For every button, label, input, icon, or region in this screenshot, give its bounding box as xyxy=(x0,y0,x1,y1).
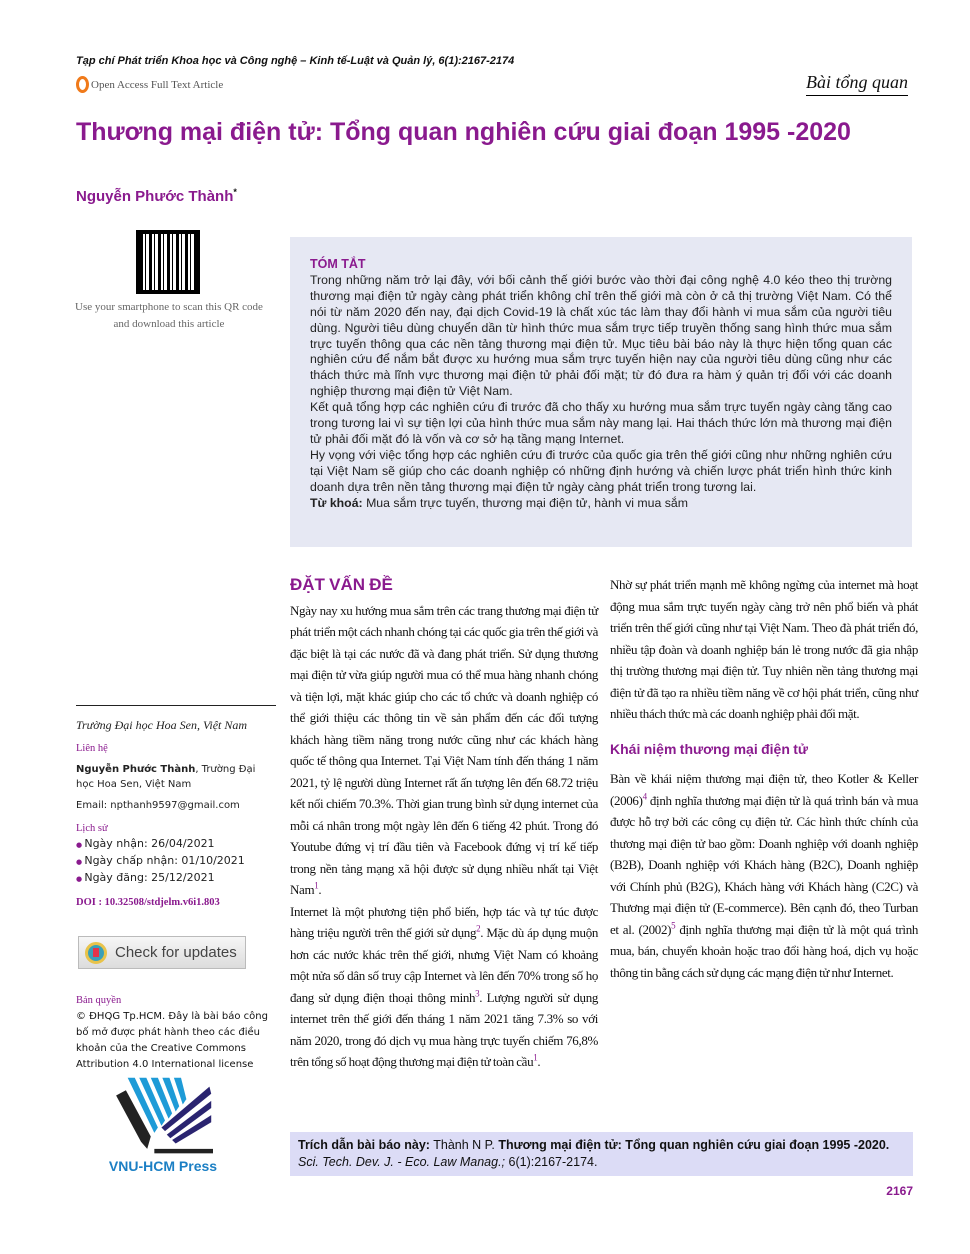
pencil-icon xyxy=(116,1090,151,1149)
reference-link[interactable]: 4 xyxy=(642,791,647,802)
paragraph-text: . Mặc dù áp dụng muộn hơn các nước khác trên thế giới, nhưng Việt Nam có khoảng một nửa số dân số truy cập Internet và lên đến 70% trong số họ đang sử dụng điện thoại thông minh xyxy=(290,925,598,1005)
abstract-paragraph: Kết quả tổng hợp các nghiên cứu đi trước đã cho thấy xu hướng mua sắm trực tuyến ngày càng tăng cao trong tương lai vì sự tiện lợi của hình thức mua sắm này mang lại. Hai thách thức lớn mà thương mại điện tử phải đối mặt đó là vốn và cơ sở hạ tầng mạng Internet. xyxy=(310,400,892,446)
copyright-text: © ĐHQG Tp.HCM. Đây là bài báo công bố mở được phát hành theo các điều khoản của the Creative Commons Attribution 4.0 International license xyxy=(76,1011,268,1070)
citation-volume: 6(1):2167-2174. xyxy=(505,1155,598,1169)
vnu-hcm-press-logo xyxy=(105,1076,225,1156)
paragraph-text: định nghĩa thương mại điện tử là một quá trình mua, bán, chuyển khoản hoặc trao đổi hàng hoá, dịch vụ hoặc thông tin bằng cách sử dụng các mạng điện tử như Internet. xyxy=(610,921,918,980)
left-column xyxy=(290,574,598,1073)
doi-link[interactable]: 10.32508/stdjelm.v6i1.803 xyxy=(104,897,220,908)
divider xyxy=(76,705,276,706)
reference-link[interactable]: 1 xyxy=(533,1052,538,1063)
abstract-box xyxy=(290,237,912,547)
author xyxy=(76,188,237,205)
history-item: ● Ngày chấp nhận: 01/10/2021 xyxy=(76,853,276,870)
paragraph-text: định nghĩa thương mại điện tử là quá trình bán và mua được hỗ trợ bởi các công cụ điện tử. Các hình thức chính của thương mại điện tử bao gồm: Doanh nghiệp với doanh nghiệp (B2B), Doanh nghiệp với Khách hàng (B2C), Doanh nghiệp với Chính phủ (B2G), Khách hàng với Khách hàng (C2C) và Thương mại điện tử (E-commerce). Bên cạnh đó, theo Turban et al. (2002) xyxy=(610,792,918,937)
qr-code[interactable] xyxy=(136,230,200,294)
check-for-updates-label: Check for updates xyxy=(115,944,237,961)
article-type: Bài tổng quan xyxy=(806,72,908,96)
right-column xyxy=(610,574,918,983)
page-title: Thương mại điện tử: Tổng quan nghiên cứu giai đoạn 1995 -2020 xyxy=(76,118,851,146)
keywords-label: Từ khoá: xyxy=(310,495,363,510)
history-item: ● Ngày đăng: 25/12/2021 xyxy=(76,870,276,887)
section-heading: ĐẶT VẤN ĐỀ xyxy=(290,575,393,594)
reference-link[interactable]: 5 xyxy=(671,920,676,931)
copyright-heading: Bản quyền xyxy=(76,995,122,1006)
paragraph-text: . Lượng người sử dụng internet trên thế giới đến tháng 1 năm 2021 tăng 7.3% so với năm 2020, trong đó dịch vụ mua hàng trực tuyến chiếm 76,8% trên tổng số hoạt động thương mại điện tử toàn cầu xyxy=(290,989,598,1069)
reference-link[interactable]: 3 xyxy=(475,988,480,999)
copyright xyxy=(76,985,276,1073)
body-paragraph: Nhờ sự phát triển mạnh mẽ không ngừng của internet mà hoạt động mua sắm trực tuyến ngày càng trở nên phổ biến và phát triển trên thế giới cũng như tại Việt Nam. Theo đà phát triển đó, nhiều tập đoàn và doanh nghiệp bán lẻ trong nước đã gia nhập thị trường thương mại điện tử. Tuy nhiên nền tảng thương mại điện tử đã tạo ra nhiều tiềm năng về cơ hội phát triển, cũng như nhiều thách thức mà các doanh nghiệp phải đối mặt. xyxy=(610,577,918,721)
contact-info xyxy=(76,762,276,792)
contact-heading: Liên hệ xyxy=(76,743,108,754)
body-paragraph: Internet là một phương tiện phổ biến, hợp tác và tự túc được hàng triệu người trên thế giới sử dụng$^2$. Mặc dù áp dụng muộn hơn các nước khác trên thế giới, nhưng Việt Nam có khoảng một nửa số dân số truy cập Internet và lên đến 70% trong số họ đang sử dụng điện thoại thông minh$^3$. Lượng người sử dụng internet trên thế giới đến tháng 1 năm 2021 tăng 7.3% so với năm 2020, trong đó dịch vụ mua hàng trực tuyến chiếm 76,8% trên tổng số hoạt động thương mại điện tử toàn cầu$^1$. xyxy=(290,903,598,1069)
body-paragraph: Ngày nay xu hướng mua sắm trên các trang thương mại điện tử phát triển một cách nhanh chóng tại các quốc gia trên thế giới và đặc biệt là tại các nước đã và đang phát triển. Sử dụng thương mại điện tử vừa giúp người mua có thể mua hàng nhanh chóng và tiện lợi, mặt khác giúp cho các tổ chức và doanh nghiệp có thể giới thiệu các thông tin về sản phẩm đến các đối tượng khách hàng tiềm năng trong nước cũng như các khách hàng quốc tế thông qua Internet. Tại Việt Nam tính đến tháng 1 năm 2021, tỷ lệ người dùng Internet rất ấn tượng lên đến 68.72 triệu kết nối chiếm 70.3%. Thời gian trung bình sử dụng internet của mỗi cá nhân trong một ngày lên đến 6 tiếng 42 phút. Trong đó Youtube đứng vị trí đầu tiên và Facebook đứng vị trí kế tiếp trong nền tảng mạng xã hội được sử dụng nhiều nhất tại Việt Nam$^1$. xyxy=(290,602,598,897)
qr-caption: Use your smartphone to scan this QR code and download this article xyxy=(75,301,263,330)
reference-link[interactable]: 1 xyxy=(314,880,319,891)
citation-title: Thương mại điện tử: Tổng quan nghiên cứu giai đoạn 1995 -2020. xyxy=(498,1138,890,1152)
page-number: 2167 xyxy=(886,1184,913,1198)
open-access-text: Open Access Full Text Article xyxy=(91,78,224,91)
abstract-heading: TÓM TẮT xyxy=(310,257,366,271)
email[interactable]: Email: npthanh9597@gmail.com xyxy=(76,800,240,811)
check-for-updates-button[interactable] xyxy=(78,936,246,969)
open-access-label xyxy=(76,76,223,93)
author-mark: * xyxy=(233,187,237,197)
citation-authors: Thành N P. xyxy=(429,1138,499,1152)
keywords xyxy=(310,496,892,512)
publisher-name: VNU-HCM Press xyxy=(108,1158,218,1174)
contact-affiliation: , Trường Đại học Hoa Sen, Việt Nam xyxy=(76,764,256,790)
body-paragraph xyxy=(610,768,918,983)
paragraph-text: Internet là một phương tiện phổ biến, hợp tác và tự túc được hàng triệu người trên thế giới sử dụng xyxy=(290,903,598,940)
doi-label: DOI : xyxy=(76,897,102,908)
open-access-icon xyxy=(76,76,89,93)
crossmark-icon xyxy=(85,942,107,964)
author-name: Nguyễn Phước Thành xyxy=(76,188,234,205)
abstract-paragraph: Hy vọng với việc tổng hợp các nghiên cứu đi trước của quốc gia trên thế giới cũng như những nghiên cứu tại Việt Nam sẽ giúp cho các doanh nghiệp có những định hướng và chiến lược phát triển hình thức kinh doanh dựa trên nền tảng thương mại điện tử ngày càng phát triển trong tương lai. xyxy=(310,447,892,494)
citation-label: Trích dẫn bài báo này: xyxy=(298,1138,430,1152)
contact-name: Nguyễn Phước Thành xyxy=(76,764,196,775)
history-list xyxy=(76,836,276,887)
reference-link[interactable]: 2 xyxy=(476,923,481,934)
history-item: ● Ngày nhận: 26/04/2021 xyxy=(76,836,276,853)
abstract-paragraph: Trong những năm trở lại đây, với bối cảnh thế giới bước vào thời đại công nghệ 4.0 kéo theo thị trường thương mại điện tử ngày càng phát triển không chỉ trên thế giới mà còn ở cả thị trường Việt Nam. Có thể nói từ năm 2020 đến nay, đại dịch Covid-19 là chất xúc tác làm thay đổi hành vi mua sắm của người tiêu dùng. Người tiêu dùng chuyển dần từ hình thức mua sắm trực tiếp truyền thống sang hình thức mua sắm trực tuyến thông qua các nền tảng thương mại điện tử. Mục tiêu bài báo này là thực hiện tổng quan các nghiên cứu để nắm bắt được xu hướng mua sắm trực tuyến hiện nay của người tiêu dùng cũng như các thách thức mà lĩnh vực thương mại điện tử phải đối mặt; từ đó đưa ra hàm ý quản trị đối với các doanh nghiệp thương mại điện tử Việt Nam. xyxy=(310,272,892,399)
citation-journal: Sci. Tech. Dev. J. - Eco. Law Manag.; xyxy=(298,1155,506,1169)
citation-box xyxy=(290,1132,913,1176)
keywords-text: Mua sắm trực tuyến, thương mại điện tử, hành vi mua sắm xyxy=(366,495,688,510)
paragraph-text: Ngày nay xu hướng mua sắm trên các trang thương mại điện tử phát triển một cách nhanh chóng tại các quốc gia trên thế giới và đặc biệt là tại các nước đã và đang phát triển. Sử dụng thương mại điện tử vừa giúp người mua có thể mua hàng nhanh chóng và tiện lợi, mặt khác giúp cho các tổ chức và doanh nghiệp có thể giới thiệu các thông tin về sản phẩm đến các đối tượng khách hàng tiềm năng trong nước cũng như các khách hàng quốc tế thông qua Internet. Tại Việt Nam tính đến tháng 1 năm 2021, tỷ lệ người dùng Internet rất ấn tượng lên đến 68.72 triệu kết nối chiếm 70.3%. Thời gian trung bình sử dụng internet của mỗi cá nhân trong một ngày lên đến 6 tiếng 42 phút. Trong đó Youtube đứng vị trí đầu tiên và Facebook đứng vị trí kế tiếp trong nền tảng mạng xã hội được sử dụng nhiều nhất tại Việt Nam xyxy=(290,602,598,897)
subsection-heading: Khái niệm thương mại điện tử xyxy=(610,740,809,757)
history-heading: Lịch sử xyxy=(76,823,108,834)
paragraph-text: Bàn về khái niệm thương mại điện tử, theo Kotler & Keller (2006) xyxy=(610,771,918,808)
journal-header: Tạp chí Phát triển Khoa học và Công nghệ – Kinh tế-Luật và Quản lý, 6(1):2167-2174 xyxy=(76,55,515,67)
affiliation: Trường Đại học Hoa Sen, Việt Nam xyxy=(76,718,248,732)
sidebar xyxy=(76,705,276,910)
doi xyxy=(76,895,276,910)
